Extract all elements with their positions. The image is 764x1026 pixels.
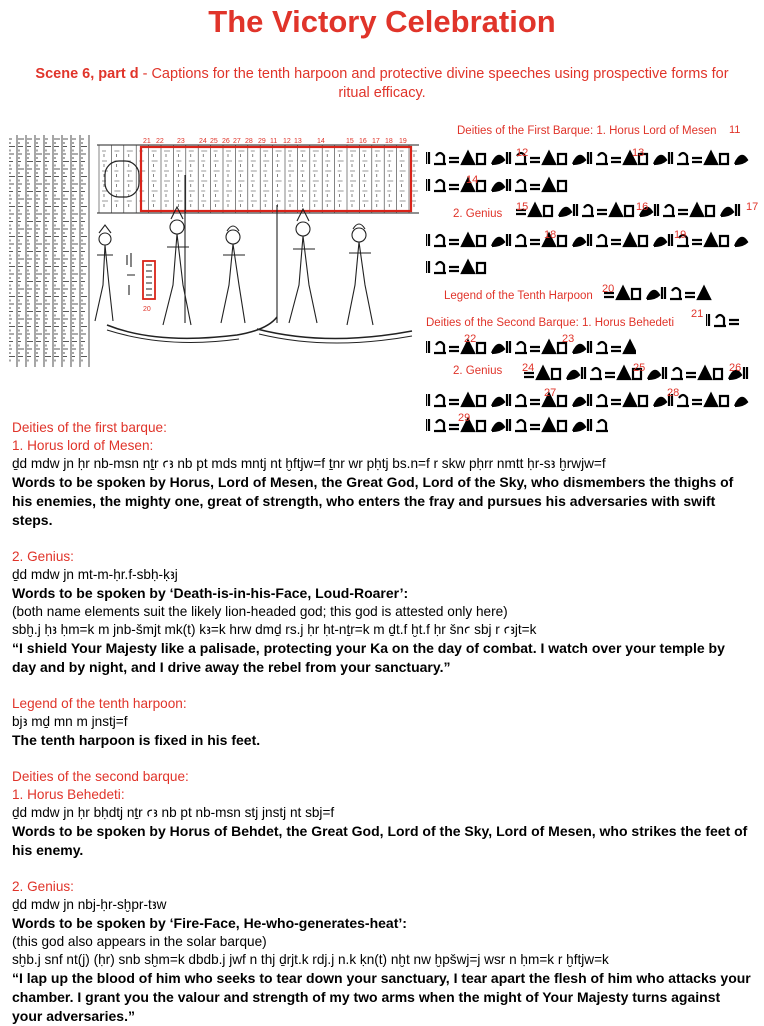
section-tenth-harpoon bbox=[12, 695, 752, 750]
column-number: 23 bbox=[177, 138, 185, 145]
section-genius-2 bbox=[12, 878, 752, 1026]
section-heading: Deities of the second barque: bbox=[12, 769, 189, 784]
column-number: 15 bbox=[346, 138, 354, 145]
column-number: 27 bbox=[233, 138, 241, 145]
column-number: 14 bbox=[317, 138, 325, 145]
column-number: 24 bbox=[199, 138, 207, 145]
transliteration: sbḫ.j ḥꜣ ḥm=k m jnb-šmjt mk(t) kꜣ=k hrw dmḏ rs.j ḥr ḥt-nṯr=k m ḏt.f ḫt.f ḥr šnꜥ sbj r ꜥꜣjt=k bbox=[12, 622, 537, 637]
column-number: 16 bbox=[359, 138, 367, 145]
scene-label: Scene 6, part d bbox=[35, 66, 139, 82]
glyph-number: 12 bbox=[516, 147, 529, 159]
glyph-number: 29 bbox=[458, 412, 471, 424]
genius-2-glyph-label: 2. Genius bbox=[453, 365, 503, 377]
transliteration: ḏd mdw jn ḥr bḥdtj nṯr ꜥꜣ nb pt nb-msn stj jnstj nt sbj=f bbox=[12, 805, 335, 820]
glyph-number: 11 bbox=[729, 124, 741, 136]
translation-text bbox=[12, 419, 752, 1026]
column-number: 19 bbox=[399, 138, 407, 145]
column-number: 13 bbox=[294, 138, 302, 145]
harpoon-glyph-label: Legend of the Tenth Harpoon bbox=[444, 290, 593, 302]
column-number: 28 bbox=[245, 138, 253, 145]
transliteration: ḏd mdw jn nbj-ḥr-sḫpr-tꜣw bbox=[12, 897, 167, 912]
glyph-number: 14 bbox=[466, 174, 479, 186]
section-heading: 2. Genius: bbox=[12, 549, 74, 564]
hieroglyph-line bbox=[604, 283, 714, 303]
section-heading: Deities of the first barque: bbox=[12, 420, 167, 435]
column-number: 22 bbox=[156, 138, 164, 145]
section-heading: 2. Genius: bbox=[12, 879, 74, 894]
section-first-barque bbox=[12, 419, 752, 530]
hieroglyph-line bbox=[426, 390, 756, 410]
glyph-number: 15 bbox=[516, 201, 529, 213]
transliteration: ḏd mdw jn mt-m-ḥr.f-sbḥ-ḳꜣj bbox=[12, 567, 178, 582]
glyph-number: 22 bbox=[464, 333, 477, 345]
hieroglyph-line bbox=[426, 148, 756, 168]
column-number: 17 bbox=[372, 138, 380, 145]
transliteration: sḫb.j snf nt(j) (ḥr) snb sḫm=k dbdb.j jwf n thj ḏrjt.k rdj.j n.k ḳn(t) nḫt nw ḫpšwj=j wsr n ḥm=k r ḫftjw=k bbox=[12, 952, 609, 967]
glyph-number: 24 bbox=[522, 362, 535, 374]
column-number: 21 bbox=[143, 138, 151, 145]
hieroglyph-line bbox=[706, 310, 746, 330]
note: (both name elements suit the likely lion-headed god; this god is attested only here) bbox=[12, 604, 508, 619]
column-number: 20 bbox=[143, 306, 151, 313]
glyph-number: 20 bbox=[602, 283, 615, 295]
genius-1-glyph-label: 2. Genius bbox=[453, 208, 503, 220]
column-number: 12 bbox=[283, 138, 291, 145]
glyph-number: 17 bbox=[746, 201, 759, 213]
glyph-number: 25 bbox=[633, 362, 646, 374]
column-number: 25 bbox=[210, 138, 218, 145]
column-number: 26 bbox=[222, 138, 230, 145]
column-number: 18 bbox=[385, 138, 393, 145]
glyph-number: 18 bbox=[544, 229, 557, 241]
translation: The tenth harpoon is fixed in his feet. bbox=[12, 732, 261, 748]
glyph-number: 13 bbox=[632, 147, 645, 159]
scene-description: - Captions for the tenth harpoon and protective divine speeches using prospective forms for ritual efficacy. bbox=[138, 66, 729, 101]
translation: “I lap up the blood of him who seeks to tear down your sanctuary, I tear apart the flesh of him who attacks your chamber. I grant you the valour and strength of my two arms when the might of Your Majesty turns against your adversaries.” bbox=[12, 970, 751, 1024]
note: (this god also appears in the solar barque) bbox=[12, 934, 267, 949]
translation: “I shield Your Majesty like a palisade, protecting your Ka on the day of combat. I watch over your temple by day and by night, and I drive away the rebel from your sanctuary.” bbox=[12, 640, 725, 675]
first-barque-glyph-label: Deities of the First Barque: 1. Horus Lord of Mesen bbox=[457, 125, 717, 137]
column-number: 11 bbox=[270, 138, 278, 145]
hieroglyph-line bbox=[516, 200, 748, 220]
hieroglyph-line bbox=[426, 257, 498, 277]
hieroglyph-line bbox=[426, 337, 636, 357]
glyph-number: 21 bbox=[691, 308, 704, 320]
glyph-number: 23 bbox=[562, 333, 575, 345]
column-number: 29 bbox=[258, 138, 266, 145]
section-second-barque bbox=[12, 768, 752, 860]
translation: Words to be spoken by Horus, Lord of Mesen, the Great God, Lord of the Sky, who dismembers the thighs of his enemies, the mighty one, great of strength, who enters the fray and pursues his adversaries with swift steps. bbox=[12, 474, 734, 528]
glyph-number: 27 bbox=[544, 387, 557, 399]
hieroglyph-line bbox=[426, 175, 576, 195]
glyph-number: 28 bbox=[667, 387, 680, 399]
section-genius-1 bbox=[12, 548, 752, 677]
translation: Words to be spoken by ‘Death-is-in-his-Face, Loud-Roarer’: bbox=[12, 585, 409, 601]
glyph-number: 26 bbox=[729, 362, 742, 374]
hieroglyph-panel bbox=[424, 120, 758, 442]
section-subheading: 1. Horus lord of Mesen: bbox=[12, 438, 154, 453]
hieroglyph-line bbox=[426, 230, 756, 250]
section-subheading: 1. Horus Behedeti: bbox=[12, 787, 125, 802]
transliteration: bjꜣ mḏ mn m jnstj=f bbox=[12, 714, 128, 729]
translation: Words to be spoken by ‘Fire-Face, He-who-generates-heat’: bbox=[12, 915, 407, 931]
glyph-number: 19 bbox=[674, 229, 687, 241]
page-title: The Victory Celebration bbox=[208, 4, 556, 39]
glyph-number: 16 bbox=[636, 201, 649, 213]
second-barque-glyph-label: Deities of the Second Barque: 1. Horus Behedeti bbox=[426, 317, 675, 329]
translation: Words to be spoken by Horus of Behdet, the Great God, Lord of the Sky, Lord of Mesen, who strikes the feet of his enemy. bbox=[12, 823, 748, 858]
transliteration: ḏd mdw jn ḥr nb-msn nṯr ꜥꜣ nb pt mds mntj nt ḫftjw=f ṯnr wr pḥtj bs.n=f r skw pḥrr nmtt ḥr-sꜣ ḫrwjw=f bbox=[12, 456, 606, 471]
relief-drawing bbox=[7, 135, 421, 367]
section-heading: Legend of the tenth harpoon: bbox=[12, 696, 187, 711]
page-subtitle bbox=[20, 65, 744, 103]
